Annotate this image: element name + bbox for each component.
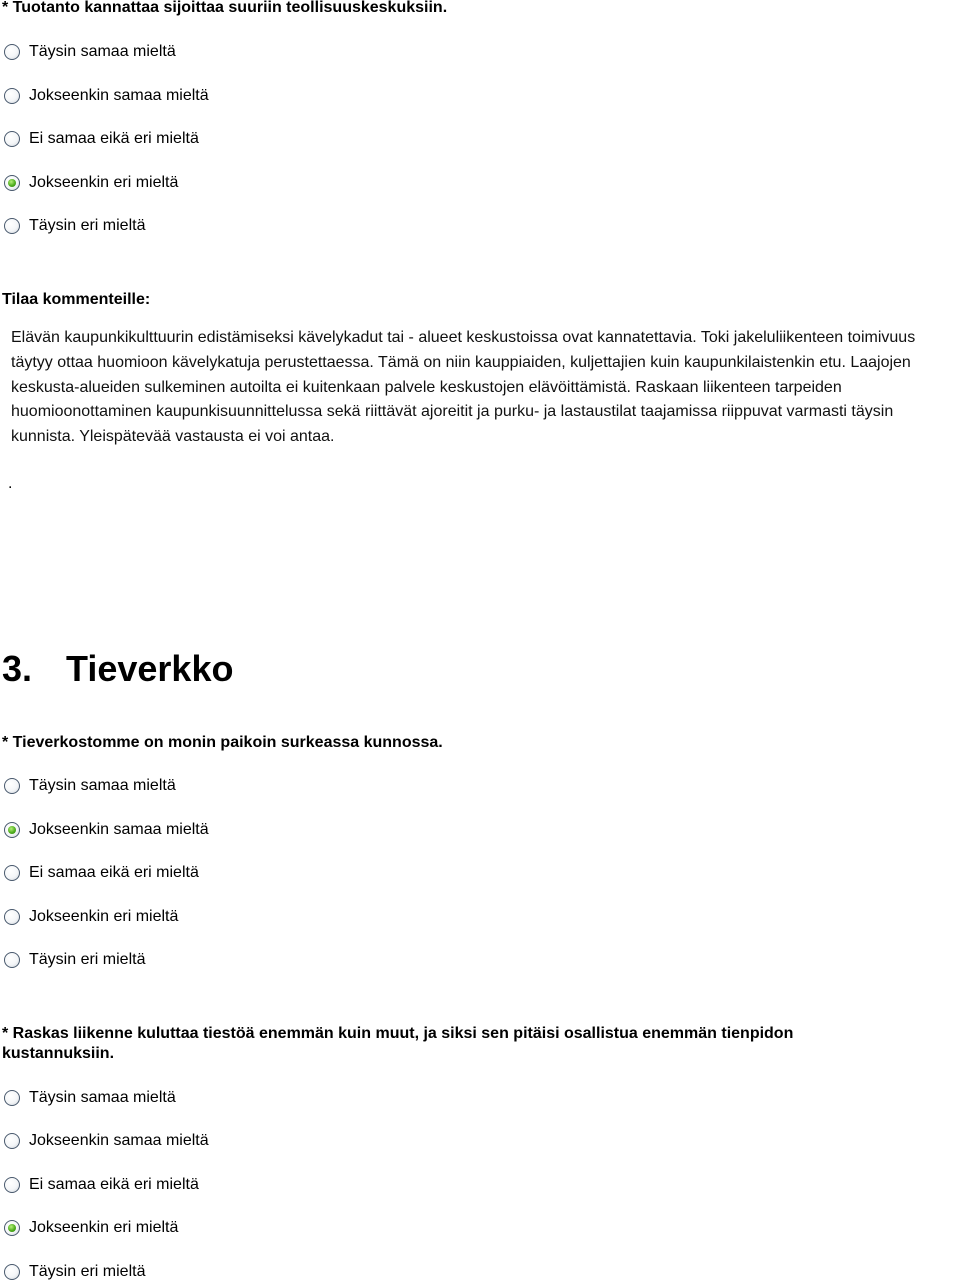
option-q3-1[interactable]: [4, 1087, 176, 1109]
option-label: Täysin eri mieltä: [29, 1263, 146, 1280]
option-q2-4[interactable]: [4, 906, 178, 928]
radio-icon[interactable]: [4, 952, 20, 968]
radio-icon[interactable]: [4, 865, 20, 881]
radio-icon[interactable]: [4, 909, 20, 925]
option-label: Ei samaa eikä eri mieltä: [29, 130, 199, 147]
option-q1-3[interactable]: [4, 128, 199, 150]
option-q2-1[interactable]: [4, 775, 176, 797]
radio-icon[interactable]: [4, 218, 20, 234]
trailing-dot: .: [8, 475, 13, 492]
option-q2-5[interactable]: [4, 949, 145, 971]
radio-selected-icon[interactable]: [4, 175, 20, 191]
section-number: 3.: [2, 648, 33, 689]
option-q2-3[interactable]: [4, 862, 199, 884]
section-title: Tieverkko: [66, 648, 234, 689]
option-q1-4[interactable]: [4, 172, 178, 194]
option-label: Jokseenkin samaa mieltä: [29, 821, 209, 838]
question-title: * Tieverkostomme on monin paikoin surkeassa kunnossa.: [2, 734, 443, 751]
option-label: Jokseenkin samaa mieltä: [29, 1132, 209, 1149]
option-label: Jokseenkin eri mieltä: [29, 1219, 179, 1236]
question-title: * Raskas liikenne kuluttaa tiestöä enemmän kuin muut, ja siksi sen pitäisi osallistua enemmän tienpidon kustannuksiin.: [2, 1025, 794, 1062]
question-title: * Tuotanto kannattaa sijoittaa suuriin teollisuuskeskuksiin.: [2, 0, 448, 16]
radio-icon[interactable]: [4, 88, 20, 104]
option-label: Täysin samaa mieltä: [29, 777, 176, 794]
comment-text: Elävän kaupunkikulttuurin edistämiseksi kävelykadut tai - alueet keskustoissa ovat kannatettavia. Toki jakeluliikenteen toimivuus täytyy ottaa huomioon kävelykatuja perustettaessa. Tämä on niin kauppiaiden, kuljettajien kuin kaupunkilaistenkin etu. Laajojen keskusta-alueiden sulkeminen autoilta ei kuitenkaan palvele keskustojen elävöittämistä. Raskaan liikenteen tarpeiden huomioonottaminen kaupunkisuunnittelussa sekä riittävät ajoreitit ja purku- ja lastaustilat taajamissa riippuvat varmasti täysin kunnista. Yleispätevää vastausta ei voi antaa.: [11, 329, 916, 446]
radio-icon[interactable]: [4, 778, 20, 794]
option-q3-4[interactable]: [4, 1217, 178, 1239]
radio-selected-icon[interactable]: [4, 1220, 20, 1236]
radio-icon[interactable]: [4, 1133, 20, 1149]
option-label: Jokseenkin eri mieltä: [29, 174, 179, 191]
option-q3-3[interactable]: [4, 1174, 199, 1196]
option-q1-5[interactable]: [4, 215, 145, 237]
option-q3-5[interactable]: [4, 1261, 145, 1283]
comment-label: Tilaa kommenteille:: [2, 291, 151, 308]
option-label: Ei samaa eikä eri mieltä: [29, 864, 199, 881]
option-q2-2[interactable]: [4, 819, 209, 841]
section-heading: [2, 647, 233, 691]
radio-icon[interactable]: [4, 1177, 20, 1193]
option-q1-2[interactable]: [4, 85, 209, 107]
option-label: Ei samaa eikä eri mieltä: [29, 1176, 199, 1193]
radio-icon[interactable]: [4, 1090, 20, 1106]
option-label: Täysin samaa mieltä: [29, 43, 176, 60]
option-label: Täysin samaa mieltä: [29, 1089, 176, 1106]
option-label: Täysin eri mieltä: [29, 951, 146, 968]
option-q1-1[interactable]: [4, 41, 176, 63]
radio-icon[interactable]: [4, 1264, 20, 1280]
option-label: Jokseenkin samaa mieltä: [29, 87, 209, 104]
option-label: Täysin eri mieltä: [29, 217, 146, 234]
radio-icon[interactable]: [4, 131, 20, 147]
option-q3-2[interactable]: [4, 1130, 209, 1152]
radio-selected-icon[interactable]: [4, 822, 20, 838]
option-label: Jokseenkin eri mieltä: [29, 908, 179, 925]
radio-icon[interactable]: [4, 44, 20, 60]
